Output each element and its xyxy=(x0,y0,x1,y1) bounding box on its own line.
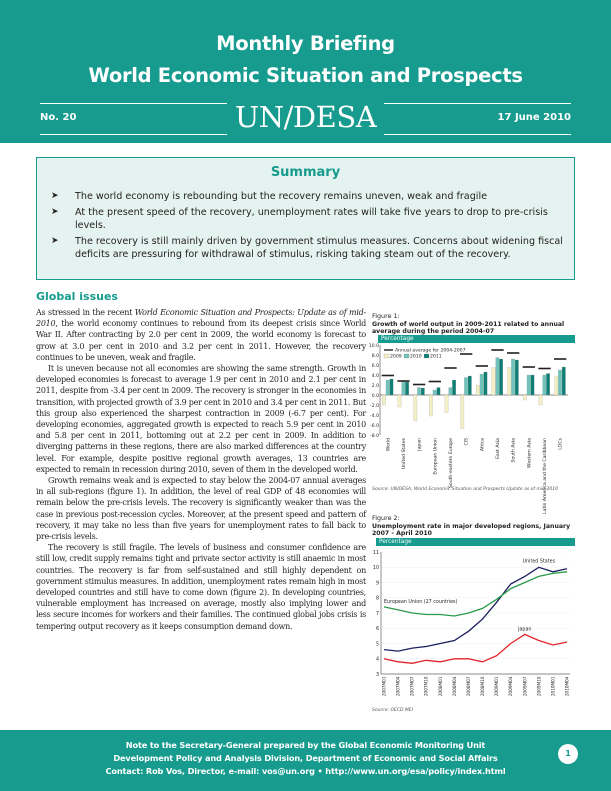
bar-2010 xyxy=(511,359,514,395)
bar-2010 xyxy=(464,378,467,396)
bar-2010 xyxy=(480,374,483,395)
footer-banner xyxy=(0,730,611,791)
y-tick-label: -6.0 xyxy=(370,424,379,430)
summary-item-text: At the present speed of the recovery, unemployment rates will take five years to drop to pre-crisis levels. xyxy=(75,206,548,232)
x-tick-label: 2007M07 xyxy=(409,676,415,697)
bar-2009 xyxy=(445,395,448,413)
header-banner xyxy=(0,0,611,143)
bar-2011 xyxy=(468,376,471,395)
category-label: CIS xyxy=(464,438,470,446)
briefing-title: Monthly Briefing xyxy=(216,32,395,55)
bar-2010 xyxy=(543,375,546,395)
bar-2009 xyxy=(398,395,401,407)
figure-1 xyxy=(368,312,575,515)
article-body xyxy=(36,307,366,632)
legend-swatch xyxy=(424,354,429,358)
category-label: Western Asia xyxy=(527,438,533,469)
x-tick-label: 2009M10 xyxy=(536,676,542,697)
bar-2009 xyxy=(555,376,558,395)
paragraph: It is uneven because not all economies are showing the same strength. Growth in developed economies is forecast to average 1.9 per cent in 2010 and 2.1 per cent in 2011, despite from -3.4 per cent in 2009. The recovery is stronger in the economies in transition, with projected growth of 3.9 per cent in 2010 and 3.4 per cent in 2011. But this group also experienced the sharpest contraction in 2009 (-6.7 per cent). For developing economies, aggregated growth is expected to reach 5.9 per cent in 2010 and 5.8 per cent in 2011, bottoming out at 2.2 per cent in 2009. In addition to diverging patterns in these regions, there are also marked differences at the country level. For example, despite positive regional growth averages, 13 countries are expected to remain in recession during 2010, seven of them in the developed world. xyxy=(36,364,366,474)
figure-1-label: Figure 1: xyxy=(372,312,400,320)
y-tick-label: 2.0 xyxy=(371,384,379,390)
summary-item xyxy=(51,206,569,233)
figure-1-title: Growth of world output in 2009-2011 related to annual average during the period 2004-07 xyxy=(372,320,565,335)
briefing-subtitle: World Economic Situation and Prospects xyxy=(88,64,523,87)
x-tick-label: 2010M01 xyxy=(550,676,556,697)
bar-2011 xyxy=(452,380,455,395)
category-label: LDCs xyxy=(558,438,564,451)
x-tick-label: 2009M07 xyxy=(522,676,528,697)
figure-2-ylabel: Percentage xyxy=(376,538,575,546)
figure-1-source: Source: UN/DESA, World Economic Situation and Prospects Update as of mid-2010 xyxy=(372,487,558,493)
bar-2011 xyxy=(531,375,534,395)
y-tick-label: 5 xyxy=(375,642,379,648)
bar-2010 xyxy=(496,358,499,396)
bar-2011 xyxy=(546,374,549,396)
figure-1-ylabel: Percentage xyxy=(378,335,575,343)
y-tick-label: 11 xyxy=(372,551,379,557)
y-tick-label: 0.0 xyxy=(371,394,379,400)
figure-2-chart xyxy=(372,546,575,704)
y-tick-label: 4.0 xyxy=(371,374,379,380)
y-tick-label: -8.0 xyxy=(370,434,379,440)
legend-series-label: 2009 xyxy=(390,355,402,361)
bar-2009 xyxy=(429,395,432,416)
bar-2011 xyxy=(484,372,487,395)
figure-2-title: Unemployment rate in major developed regions, January 2007 - April 2010 xyxy=(372,522,571,537)
bar-2009 xyxy=(476,385,479,395)
bar-2011 xyxy=(421,388,424,395)
bar-2010 xyxy=(386,380,389,395)
footer-note: Note to the Secretary-General prepared by the Global Economic Monitoring Unit xyxy=(125,740,486,750)
summary-item xyxy=(51,190,569,204)
summary-title: Summary xyxy=(270,165,341,180)
x-tick-label: 2007M10 xyxy=(423,676,429,697)
paragraph xyxy=(36,307,366,363)
paragraph-text: , the world economy continues to rebound from its deepest crisis since World War II. After contracting by 2.0 per cent in 2009, the world economy is forecast to grow at 3.0 per cent in 2010 and 3.2 per cent in 2011. However, the recovery continues to be uneven, weak and fragile. xyxy=(36,319,366,362)
category-label: European Union xyxy=(433,438,439,476)
bar-2011 xyxy=(390,379,393,395)
bar-2011 xyxy=(515,360,518,395)
series-line-1 xyxy=(384,572,567,616)
bar-2010 xyxy=(433,390,436,395)
summary-list xyxy=(51,190,569,264)
summary-box xyxy=(36,157,575,280)
bar-2009 xyxy=(414,395,417,421)
summary-item-text: The world economy is rebounding but the recovery remains uneven, weak and fragile xyxy=(75,191,488,202)
legend-series-label: 2011 xyxy=(430,355,442,361)
x-tick-label: 2007M01 xyxy=(381,676,387,697)
x-tick-label: 2008M10 xyxy=(480,676,486,697)
x-tick-label: 2008M07 xyxy=(465,676,471,697)
report-title: World Economic Situation and Prospects: Update as of mid-2010 xyxy=(36,308,367,329)
figure-2 xyxy=(372,515,575,713)
bar-2009 xyxy=(508,368,511,396)
category-label: Africa xyxy=(480,438,486,452)
y-tick-label: -2.0 xyxy=(370,404,379,410)
footer-contact: Contact: Rob Vos, Director, e-mail: vos@un.org • http://www.un.org/esa/policy/index.html xyxy=(105,766,506,776)
legend-average-label: Annual average for 2004-2007 xyxy=(395,349,466,355)
y-tick-label: 6.0 xyxy=(371,364,379,370)
arrow-bullet-icon: ➤ xyxy=(51,191,59,201)
category-label: Latin America and the Caribbean xyxy=(543,438,548,515)
issue-date: 17 June 2010 xyxy=(497,112,571,123)
figure-2-label: Figure 2: xyxy=(372,514,400,522)
bar-2009 xyxy=(539,395,542,405)
summary-item-text: The recovery is still mainly driven by government stimulus measures. Concerns about widening fiscal deficits are pressuring for withdrawal of stimulus, risking taking steam out of the recovery. xyxy=(75,235,563,261)
bar-2010 xyxy=(527,375,530,395)
y-tick-label: 8 xyxy=(375,596,379,602)
y-tick-label: 4 xyxy=(375,657,379,663)
bar-2011 xyxy=(437,388,440,396)
series-label: United States xyxy=(522,559,556,565)
x-tick-label: 2007M04 xyxy=(395,676,401,697)
y-tick-label: 6 xyxy=(375,627,379,633)
paragraph: Growth remains weak and is expected to stay below the 2004-07 annual averages in all sub-regions (figure 1). In addition, the level of real GDP of 48 economies will remain below the pre-crisis levels. The recovery is significantly weaker than was the case in previous post-recession cycles. Moreover, at the present speed and pattern of recovery, it may take no less than five years for unemployment rates to fall back to pre-crisis levels. xyxy=(36,476,366,542)
footer-division: Development Policy and Analysis Division, Department of Economic and Social Affairs xyxy=(113,753,498,763)
bar-2009 xyxy=(461,395,464,429)
category-label: United States xyxy=(402,438,407,470)
legend-swatch xyxy=(404,354,409,358)
org-logo-text: UN/DESA xyxy=(227,99,384,135)
category-label: South-eastern Europe xyxy=(449,438,454,489)
bar-2010 xyxy=(417,388,420,396)
x-tick-label: 2008M04 xyxy=(451,676,457,697)
y-tick-label: 9 xyxy=(375,581,379,587)
x-tick-label: 2009M01 xyxy=(494,676,500,697)
series-label: European Union (27 countries) xyxy=(384,600,458,606)
category-label: World xyxy=(386,438,392,452)
bar-2009 xyxy=(523,395,526,400)
summary-item xyxy=(51,235,569,262)
legend-series-label: 2010 xyxy=(410,355,422,361)
issue-number: No. 20 xyxy=(40,112,77,123)
page-number: 1 xyxy=(558,744,578,764)
y-tick-label: 10.0 xyxy=(368,344,379,350)
bar-2011 xyxy=(405,382,408,395)
category-label: East Asia xyxy=(496,438,501,460)
x-tick-label: 2009M04 xyxy=(508,676,514,697)
bar-2010 xyxy=(402,381,405,395)
paragraph-text: As stressed in the recent xyxy=(36,308,135,317)
series-label: Japan xyxy=(518,627,532,633)
legend-swatch xyxy=(384,354,389,358)
section-title: Global issues xyxy=(36,290,118,303)
y-tick-label: 7 xyxy=(375,612,379,618)
x-tick-label: 2008M01 xyxy=(437,676,443,697)
bar-2009 xyxy=(492,368,495,396)
bar-2010 xyxy=(558,370,561,395)
series-line-0 xyxy=(384,568,567,652)
bar-2009 xyxy=(382,395,385,405)
bar-2010 xyxy=(449,388,452,396)
bar-2011 xyxy=(562,367,565,395)
paragraph: The recovery is still fragile. The levels of business and consumer confidence are still low, credit supply remains tight and private sector activity is still anaemic in most countries. The recovery is far from self-sustained and still highly dependent on government stimulus measures. In addition, unemployment rates remain high in most developed countries and still have to come down (figure 2). In developing countries, vulnerable employment has increased on average, mostly also implying lower and less secure incomes for workers and their families. The continued global jobs crisis is tempering output recovery as it keeps consumption demand down. xyxy=(36,543,366,631)
bar-2011 xyxy=(499,359,502,395)
figure-2-source: Source: OECD MEI xyxy=(372,708,413,714)
arrow-bullet-icon: ➤ xyxy=(51,235,59,246)
category-label: South Asia xyxy=(511,438,517,463)
y-tick-label: 3 xyxy=(375,673,379,679)
y-tick-label: 8.0 xyxy=(371,354,379,360)
category-label: Japan xyxy=(417,438,423,452)
y-tick-label: -4.0 xyxy=(370,414,379,420)
y-tick-label: 10 xyxy=(372,566,379,572)
arrow-bullet-icon: ➤ xyxy=(51,206,59,217)
x-tick-label: 2010M04 xyxy=(564,676,570,697)
